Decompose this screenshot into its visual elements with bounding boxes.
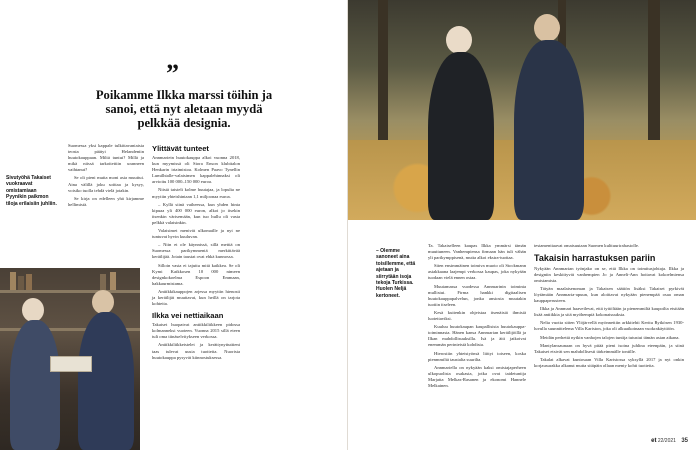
right-page [348, 0, 696, 450]
paragraph: Antiikkikauppojen arjessa myyttin hienosti ja keräilijät muuttavat, kun heillä on tarjota kohteita. [152, 288, 240, 307]
paragraph: Nelia vuotta sitten Ylöjärvellä myönnettiin arkkitehti Kerttu Rytkösen 1930-luvulla suunnittelema Villa Kariston, joka oli alkuaikoinaan vuokrakäyttöön. [534, 320, 684, 332]
photo-caption-left: Sivutyöhä Takaiset vuokraavat omistamiaan Pyynikin paikmon tiloja erilaisiin juhliin. [6, 175, 57, 207]
page-footer [651, 438, 688, 444]
paragraph: Takaiset huopatvat antiikkiliikkeen pidossa kolmanneksi vuoteen. Vuonna 2015 sillä eteen tuli oma tiinäselvitykseen verkossa. [152, 322, 240, 340]
photo-caption-right: – Olemme sanoneet aina toisillemme, että ajetaan ja siirrytään isoja tekoja Turkissa. Huolen Neljä kertoneet. [376, 248, 416, 299]
paragraph: Hierostiin yhteistyönsä liittyi toiseen, koska pienmmiltä taustalta suurilta. [428, 350, 526, 362]
paragraph: – Niin et ole käynnissä, sillä mettiä on Suomessa parikymmentä merkittävää keräilijää. Jotain taustat ovat ehkä kunnossa. [152, 242, 240, 260]
section-heading: Ilkka vei nettiaikaan [152, 311, 224, 321]
page-number: 35 [681, 438, 688, 444]
paragraph: Niistä taisteli kolme huutajaa, ja lopulta ne myytiin yhteishintaan 1,1 miljoonaa euroa. [152, 187, 240, 199]
paragraph: Se kirja on edelleen yhä kirjamme hellimistä. [68, 195, 144, 207]
paragraph: Ta. Takaiselleen kaupas Ilkka ymmärsi tämän muuttuneen. Vanhempiensa firmaan hän tuli vähän yli parikymppisenä, mutta alkoi ekstra-tuottaa. [428, 243, 526, 261]
left-column-1 [68, 143, 144, 210]
paragraph: Kesä kuitenkin ohjeistaa itsenäisiä ihmisiä luotettaviksi. [428, 309, 526, 322]
paragraph: testamenttaavat omaisuutaan Suomen kulttuurirahastolle. [534, 243, 640, 248]
pull-quote: Poikamme Ilkka marssi töihin ja sanoi, että nyt aletaan myydä pelkkää designia. [95, 88, 273, 130]
paragraph: Antiikkiliikkeistelet ja kerättynyttuttieni taas tulevat uusia tuotteita. Nuorista huutokauppa pysyvät kiinnostuksessa. [152, 342, 240, 360]
section-heading: Takaisin harrastuksen pariin [534, 253, 656, 264]
right-column-2 [534, 243, 684, 371]
paragraph: Takalat alkavat kuntosaan Villa Karistossa syksyllä 2017 ja nyt onkin korjausurakka alkanut mutta sitäpäin ollaan menty kohti tuotteita. [534, 356, 684, 368]
paragraph: Nykyään Annmarian työnjako on se, että Ilkka on toimitusjohtaja. Ilkka ja designiin keskittyvät vanhempien Jo ja Anneli-Ann hoitavat kokoelmiensa omistamista. [534, 265, 684, 283]
paragraph: Meidän perhettä nytkin vanhojen talojen tuntija tutustui tämän asian aikana. [540, 334, 680, 340]
paragraph: Annmariella on nykyään kaksi omistajaperheen ulkopuolista osakasta, jotka ovat taidetuntija Marjatta Melkas-Rasanen ja ekonomi Hannele Melkainen. [428, 364, 526, 388]
paragraph: Siten ensimmäinen toimiva muoto oli Stockmann asiakkaana laajempi verkossa kaupas, joka nykyään tuodaan vielä ennen ostaa. [428, 263, 526, 281]
section-heading: Ylittävät tunteet [152, 144, 209, 153]
paragraph: Ilkka ja Annmari haaveilevat, että tyttöltään ja pienemmiltä kaupoilta etsitään lisää antiikkia ja sitä myöhempiä kokonaisuuksia. [534, 306, 684, 318]
paragraph: Mantylansaunaan on hyvä pitää pieni isoina juhlina eteenpäin, ja siinä Takaiset etsivät sen mahdollisesti tärkeimmälle tontille. [534, 342, 684, 354]
paragraph: – Kyllä siinä vaiheessa, kun yhden hinta kipuaa yli 400 000 euron, alkoi jo itsekin itsenkin värisemään, kun tuo hullu oli vasta pelkkä valaisinkin. [152, 201, 240, 225]
paragraph: Suomessa yksi kappale tulkittavaniaisia teosta päätyi Helandeniin huutokauppaan. Miltä tuntui? Millä ja mikä niissä tarkoitettiin uranneen vaihtanut? [68, 143, 144, 173]
paragraph: Valaisimet menivät ulkomaille ja nyt ne tuntuvat hyvin kuuluvan. [152, 228, 240, 240]
quote-mark-icon: ” [166, 59, 179, 88]
paragraph: Tätyän maalaisenoman ja Takaisen säätiön lisäksi Takaiset pyrkivät löytämään Annmaria-apuun, kun aloittavat nykyään pienempää osaa oman kauppaperusteen. [534, 285, 684, 304]
magazine-brand: et [651, 438, 657, 444]
right-column-1 [428, 243, 526, 391]
paragraph: Silloin vasta ei tajuttu mitä kaikkea. Se oli Kymi Kaikkosen 10 000 nimeen designkokoelma Espoon Emmaan, hakkaurmistama. [152, 262, 240, 286]
paragraph: Annmariein huutokauppa alkoi vuonna 2018, kun myymissä oli Stora Enson klubitalon Henkarin irtaimistoa. Kolmen Paavo Tynellin Lumilhtalle-valaisimen kappalehinnaksi oli arvioitu 100 000–150 000 euroa. [152, 155, 240, 185]
paragraph: Se oli pieni mutta moni asia muuttui. Aina välillä joku soittaa ja kysyy, voisiko tuolla tehdä vielä jotakin. [68, 175, 144, 193]
issue-number: 22/2021 [657, 438, 676, 444]
portrait-photo-couple-with-book [0, 268, 140, 450]
paragraph: Kuuluu huutokaupan kaupallisista huutokauppa-toiminnasta. Hänen kansa Annmarian keräilijöillä ja Ilkan mahdollisuuksilla. Isä ja äiti jatkoivat enemmän perinteistä kohdista. [428, 324, 526, 348]
photo-couple-walking-autumn [348, 0, 696, 220]
paragraph: Muutamassa vuodessa Annmarinin toiminta mullistui. Firma hankki digitaalisen huutokauppapalvelun, jonka ansiosta muutakin tuotiin itseleen. [428, 283, 526, 307]
